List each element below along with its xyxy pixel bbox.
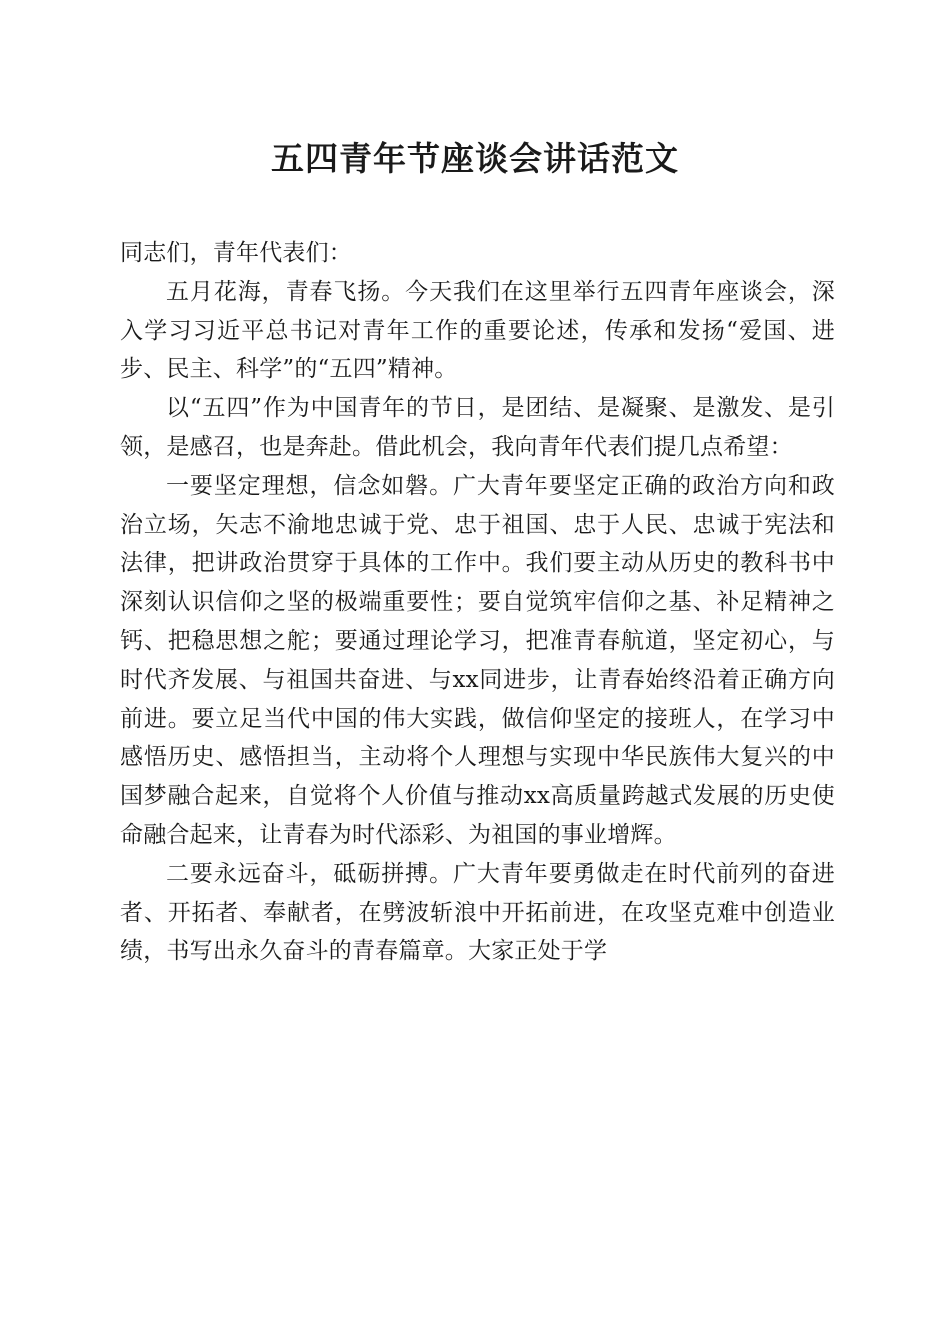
paragraph-hopes-intro: 以“五四”作为中国青年的节日，是团结、是凝聚、是激发、是引领，是感召，也是奔赴。借此机会，我向青年代表们提几点希望：	[120, 395, 835, 460]
salutation: 同志们，青年代表们：	[120, 240, 352, 266]
paragraph-first-hope: 一要坚定理想，信念如磐。广大青年要坚定正确的政治方向和政治立场，矢志不渝地忠诚于党、忠于祖国、忠于人民、忠诚于宪法和法律，把讲政治贯穿于具体的工作中。我们要主动从历史的教科书中深刻认识信仰之坚的极端重要性；要自觉筑牢信仰之基、补足精神之钙、把稳思想之舵；要通过理论学习，把准青春航道，坚定初心，与时代齐发展、与祖国共奋进、与xx同进步，让青春始终沿着正确方向前进。要立足当代中国的伟大实践，做信仰坚定的接班人，在学习中感悟历史、感悟担当，主动将个人理想与实现中华民族伟大复兴的中国梦融合起来，自觉将个人价值与推动xx高质量跨越式发展的历史使命融合起来，让青春为时代添彩、为祖国的事业增辉。	[120, 472, 835, 848]
page-title: 五四青年节座谈会讲话范文	[271, 139, 679, 178]
document-body	[120, 234, 835, 971]
paragraph-opening: 五月花海，青春飞扬。今天我们在这里举行五四青年座谈会，深入学习习近平总书记对青年工作的重要论述，传承和发扬“爱国、进步、民主、科学”的“五四”精神。	[120, 278, 835, 383]
paragraph-second-hope: 二要永远奋斗，砥砺拼搏。广大青年要勇做走在时代前列的奋进者、开拓者、奉献者，在劈波斩浪中开拓前进，在攻坚克难中创造业绩，书写出永久奋斗的青春篇章。大家正处于学	[120, 860, 835, 965]
